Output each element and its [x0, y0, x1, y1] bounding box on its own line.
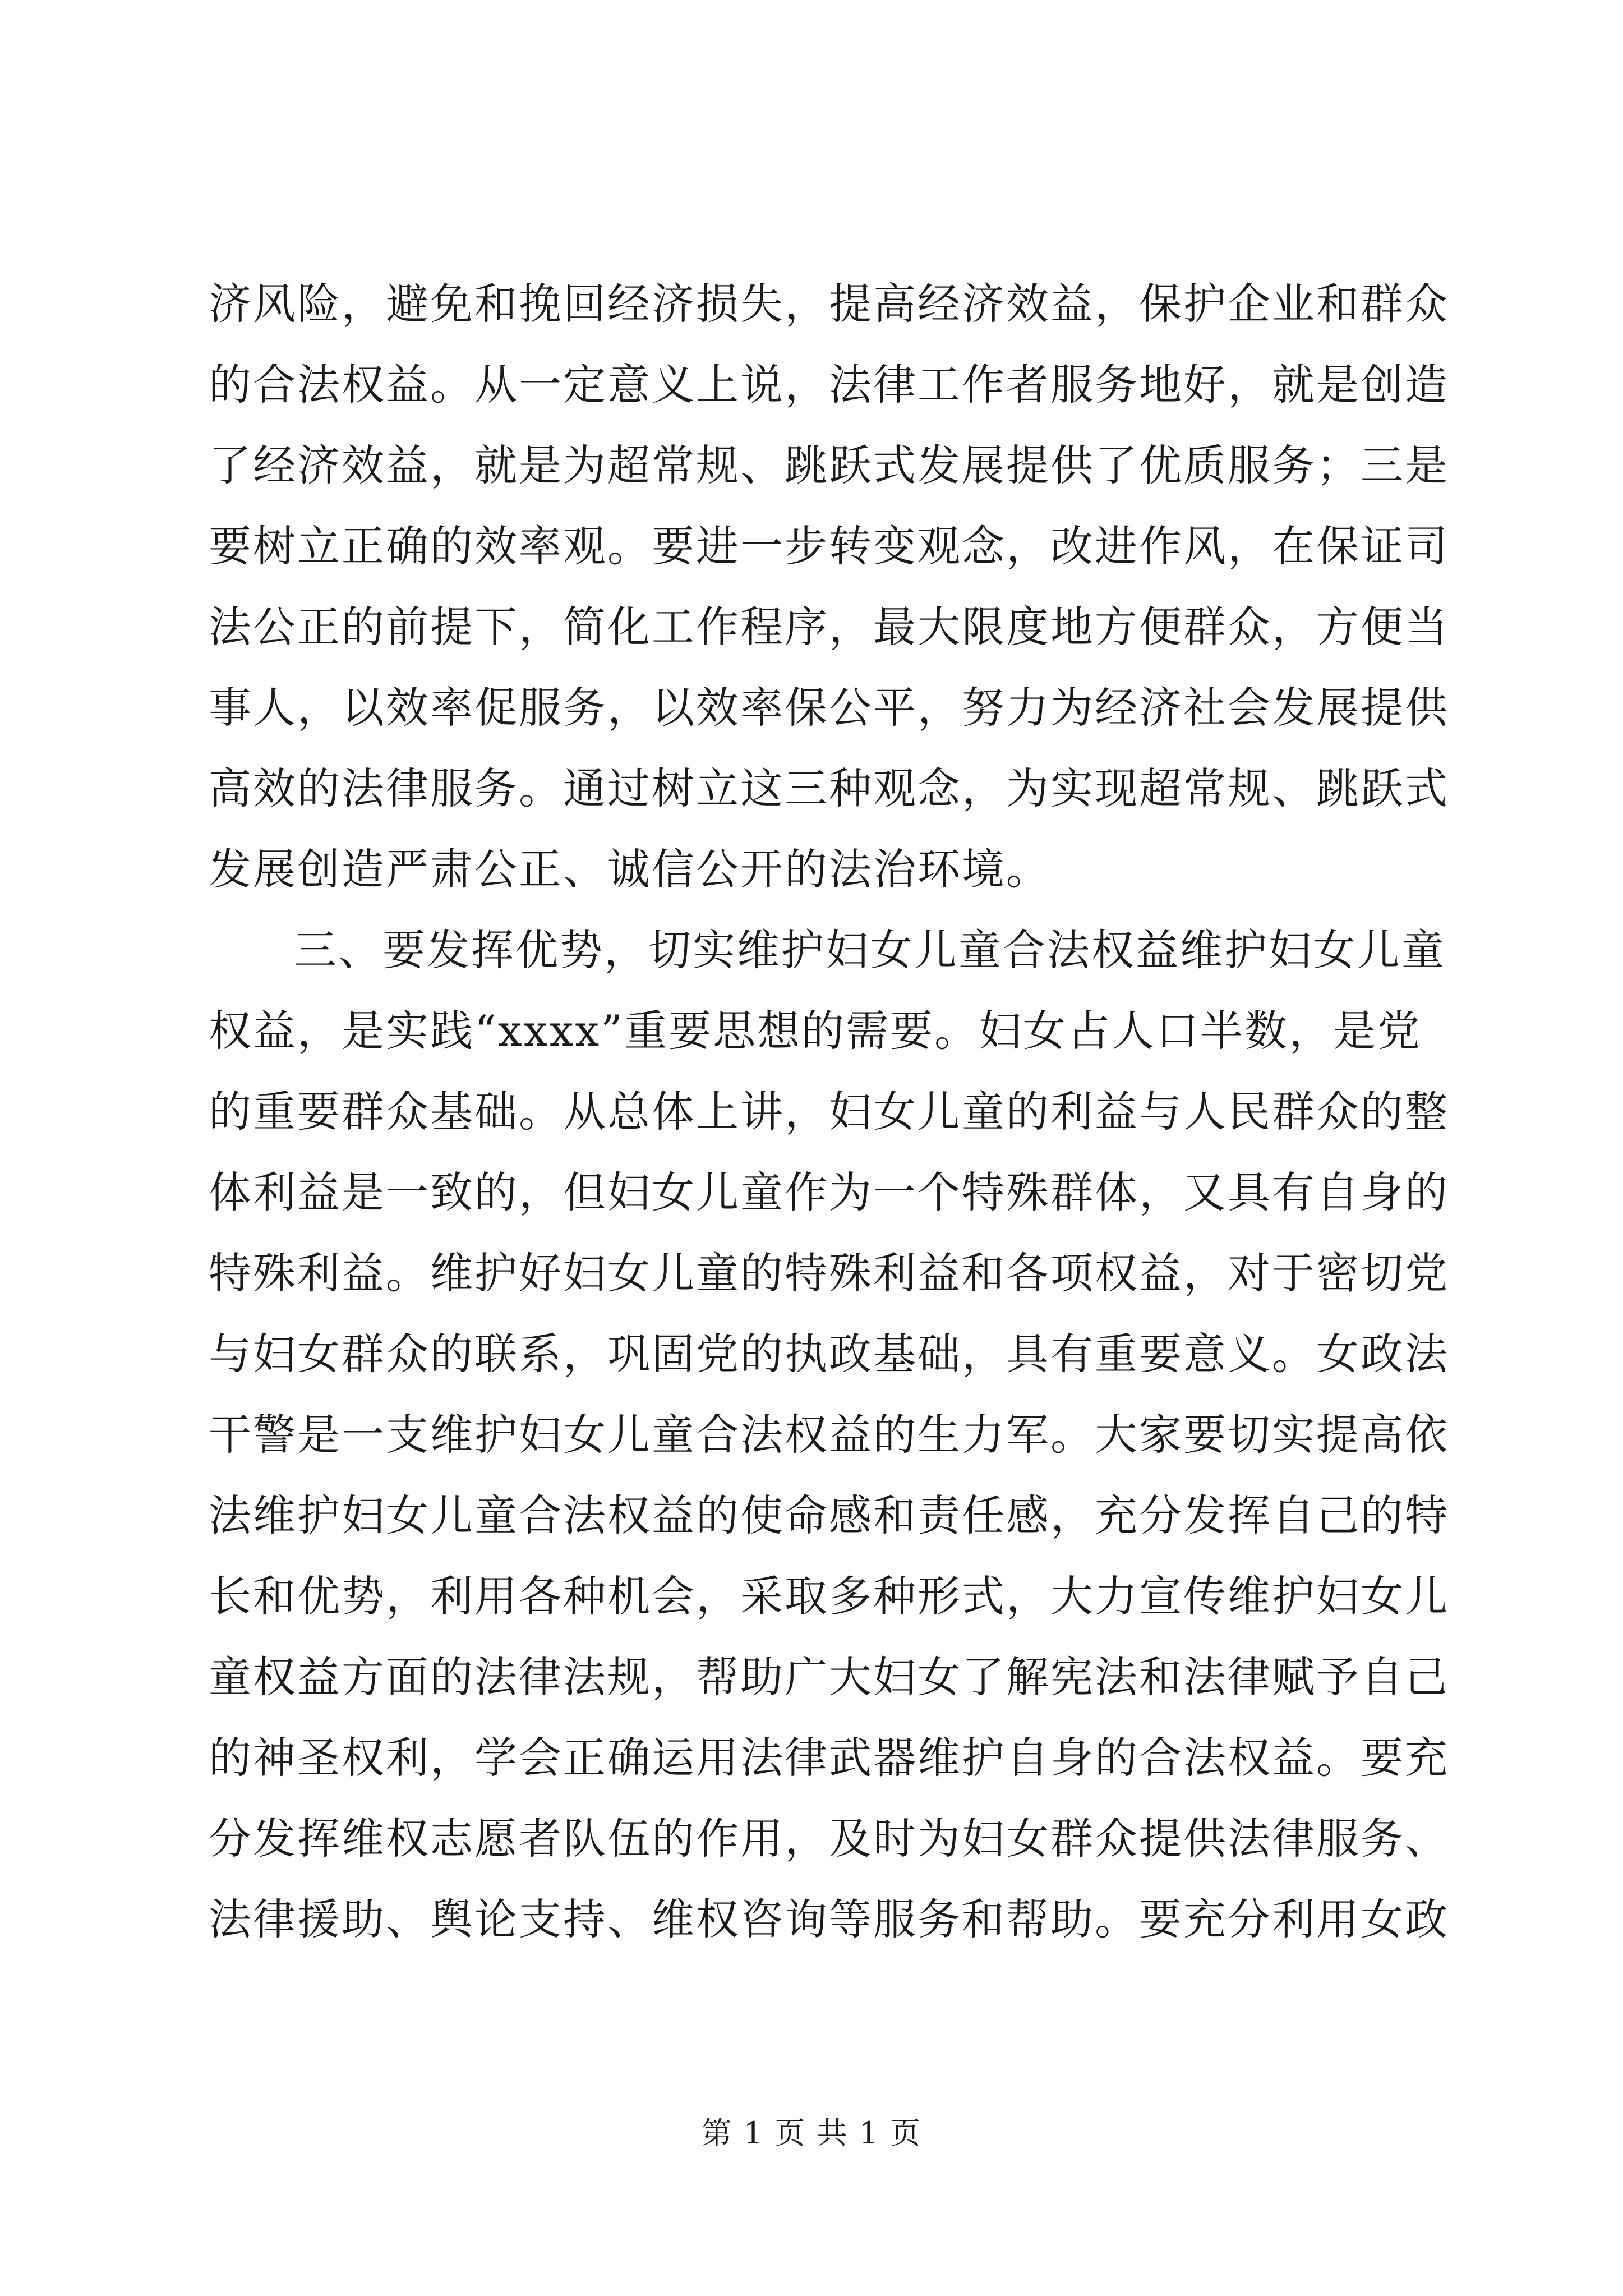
body-line: 法律援助、舆论支持、维权咨询等服务和帮助。要充分利用女政: [209, 1894, 1449, 1944]
body-line: 体利益是一致的，但妇女儿童作为一个特殊群体，又具有自身的: [209, 1167, 1449, 1217]
body-line: 法维护妇女儿童合法权益的使命感和责任感，充分发挥自己的特: [209, 1490, 1449, 1540]
body-line: 童权益方面的法律法规，帮助广大妇女了解宪法和法律赋予自己: [209, 1652, 1449, 1702]
body-line: 济风险，避免和挽回经济损失，提高经济效益，保护企业和群众: [209, 279, 1449, 329]
body-line: 与妇女群众的联系，巩固党的执政基础，具有重要意义。女政法: [209, 1329, 1449, 1379]
page-footer: 第 1 页 共 1 页: [701, 2115, 922, 2151]
body-line: 法公正的前提下，简化工作程序，最大限度地方便群众，方便当: [209, 602, 1449, 652]
body-line: 的神圣权利，学会正确运用法律武器维护自身的合法权益。要充: [209, 1733, 1449, 1783]
body-line: 的合法权益。从一定意义上说，法律工作者服务地好，就是创造: [209, 360, 1449, 409]
paragraph-end-line: 发展创造严肃公正、诚信公开的法治环境。: [209, 844, 1050, 894]
body-line: 高效的法律服务。通过树立这三种观念，为实现超常规、跳跃式: [209, 763, 1449, 813]
section-heading-line: 三、要发挥优势，切实维护妇女儿童合法权益维护妇女儿童: [294, 925, 1446, 975]
body-line: 分发挥维权志愿者队伍的作用，及时为妇女群众提供法律服务、: [209, 1814, 1449, 1864]
body-line: 特殊利益。维护好妇女儿童的特殊利益和各项权益，对于密切党: [209, 1248, 1449, 1298]
document-body: [209, 264, 1449, 1960]
body-line: 事人，以效率促服务，以效率保公平，努力为经济社会发展提供: [209, 683, 1449, 733]
body-line: 的重要群众基础。从总体上讲，妇女儿童的利益与人民群众的整: [209, 1087, 1449, 1137]
body-line: 要树立正确的效率观。要进一步转变观念，改进作风，在保证司: [209, 521, 1449, 571]
body-line: 权益，是实践“xxxx”重要思想的需要。妇女占人口半数，是党: [209, 1006, 1422, 1056]
body-line: 干警是一支维护妇女儿童合法权益的生力军。大家要切实提高依: [209, 1410, 1449, 1460]
body-line: 了经济效益，就是为超常规、跳跃式发展提供了优质服务；三是: [209, 440, 1449, 490]
body-line: 长和优势，利用各种机会，采取多种形式，大力宣传维护妇女儿: [209, 1571, 1449, 1621]
